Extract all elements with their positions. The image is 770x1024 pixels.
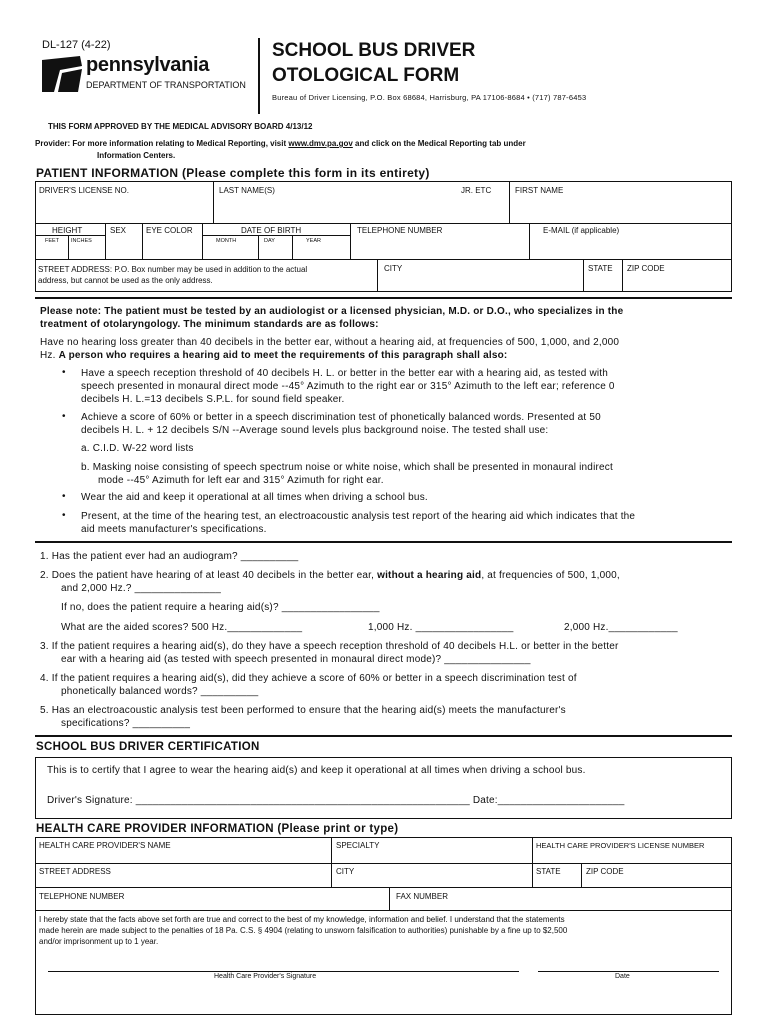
bullet-icon: • — [62, 491, 66, 502]
standards-intro-2: Hz. A person who requires a hearing aid to meet the requirements of this paragraph shall also: — [40, 350, 508, 361]
drivers-license-label: DRIVER'S LICENSE NO. — [39, 186, 129, 195]
bullet-4: Present, at the time of the hearing test, an electroacoustic analysis test report of the hearing aid which indicates that the aid meets manufacturer's specifications. — [81, 511, 636, 535]
provider-info-heading: HEALTH CARE PROVIDER INFORMATION (Please print or type) — [36, 823, 399, 835]
last-name-label: LAST NAME(S) — [219, 186, 275, 195]
dmv-link[interactable]: www.dmv.pa.gov — [288, 139, 353, 148]
section-rule — [35, 297, 732, 299]
question-1: 1. Has the patient ever had an audiogram? __________ — [40, 551, 299, 562]
zip-code-label: ZIP CODE — [627, 264, 665, 273]
drivers-license-field[interactable] — [36, 196, 213, 222]
day-label: DAY — [264, 238, 275, 244]
street-address-label: STREET ADDRESS: P.O. Box number may be used in addition to the actual address, but cannot be used as the only address. — [38, 265, 308, 285]
bullet-2: Achieve a score of 60% or better in a speech discrimination test of phonetically balanced words. Presented at 50 decibels H. L. + 12 decibels S/N --Average sound levels plus background noise. The tested shall use: — [81, 412, 601, 436]
month-label: MONTH — [216, 238, 237, 244]
attestation-text: I hereby state that the facts above set forth are true and correct to the best of my knowledge, information and belief. I understand that the statements made herein are made subject to the penalties of 18 Pa. C.S. § 4904 (relating to unsworn falsification to authorities) punishable by a fine up to $2,500 and/or imprisonment up to 1 year. — [39, 915, 568, 946]
provider-telephone-label: TELEPHONE NUMBER — [39, 892, 125, 901]
certification-box — [35, 757, 732, 819]
feet-label: FEET — [45, 238, 60, 244]
bullet-icon: • — [62, 367, 66, 378]
telephone-label: TELEPHONE NUMBER — [357, 226, 443, 235]
section-rule — [35, 735, 732, 737]
bullet-icon: • — [62, 510, 66, 521]
first-name-label: FIRST NAME — [515, 186, 564, 195]
section-rule — [35, 541, 732, 543]
eye-color-label: EYE COLOR — [146, 226, 193, 235]
sub-item-b: b. Masking noise consisting of speech spectrum noise or white noise, which shall be presented in monaural indirect mode --45° Azimuth for left ear and 315° Azimuth for right ear. — [81, 462, 613, 486]
specialty-label: SPECIALTY — [336, 841, 380, 850]
provider-zip-label: ZIP CODE — [586, 867, 624, 876]
date-of-birth-label: DATE OF BIRTH — [241, 226, 302, 235]
question-2-aided-2000: 2,000 Hz.____________ — [564, 622, 678, 633]
provider-fax-label: FAX NUMBER — [396, 892, 449, 901]
state-label: STATE — [588, 264, 613, 273]
provider-city-label: CITY — [336, 867, 355, 876]
patient-info-grid — [35, 181, 732, 292]
bullet-3: Wear the aid and keep it operational at all times when driving a school bus. — [81, 492, 428, 503]
logo-wordmark: pennsylvania — [86, 54, 210, 76]
question-2-aided-500: What are the aided scores? 500 Hz._____________ — [61, 622, 303, 633]
inches-label: INCHES — [71, 238, 92, 244]
last-name-field[interactable] — [214, 196, 454, 222]
city-label: CITY — [384, 264, 403, 273]
form-id: DL-127 (4-22) — [42, 39, 111, 51]
header-divider — [258, 38, 260, 114]
question-3: 3. If the patient requires a hearing aid(s), do they have a speech reception threshold of 40 decibels H.L. or better in the better ear with a hearing aid (as tested with speech presented in monaural direct mode)? _______________ — [40, 641, 619, 665]
driver-signature-line[interactable]: Driver's Signature: __________________________________________________________ Date:______________________ — [47, 795, 625, 806]
question-2: 2. Does the patient have hearing of at least 40 decibels in the better ear, without a hearing aid, at frequencies of 500, 1,000, and 2,000 Hz.? _______________ — [40, 570, 620, 594]
provider-note: Provider: For more information relating to Medical Reporting, visit www.dmv.pa.gov and click on the Medical Reporting tab under Information Centers. — [35, 139, 526, 160]
provider-info-grid — [35, 837, 732, 1015]
bullet-icon: • — [62, 411, 66, 422]
certification-heading: SCHOOL BUS DRIVER CERTIFICATION — [36, 741, 260, 753]
provider-date-line[interactable] — [538, 971, 719, 972]
certification-statement: This is to certify that I agree to wear the hearing aid(s) and keep it operational at all times when driving a school bus. — [47, 765, 586, 776]
license-number-label: HEALTH CARE PROVIDER'S LICENSE NUMBER — [536, 841, 705, 850]
keystone-logo-icon — [40, 54, 84, 94]
question-2-aided-1000: 1,000 Hz. _________________ — [368, 622, 514, 633]
bullet-1: Have a speech reception threshold of 40 decibels H. L. or better in the better ear with a hearing aid, as tested with speech presented in monaural direct mode --45° Azimuth to the right ear or 315° Azimuth to the left ear; reference 0 decibels H. L.=13 decibels S.P.L. for sound field speaker. — [81, 368, 615, 405]
provider-street-label: STREET ADDRESS — [39, 867, 111, 876]
provider-date-label: Date — [615, 973, 630, 980]
notice-line-2: treatment of otolaryngology. The minimum standards are as follows: — [40, 319, 379, 330]
form-title — [272, 38, 475, 88]
title-line-1: SCHOOL BUS DRIVER — [272, 40, 476, 61]
approval-note: THIS FORM APPROVED BY THE MEDICAL ADVISORY BOARD 4/13/12 — [48, 122, 313, 131]
title-line-2: OTOLOGICAL FORM — [272, 65, 460, 86]
jr-etc-label: JR. ETC — [461, 186, 492, 195]
logo-department: DEPARTMENT OF TRANSPORTATION — [86, 80, 246, 90]
question-5: 5. Has an electroacoustic analysis test been performed to ensure that the hearing aid(s) meets the manufacturer's specifications? __________ — [40, 705, 566, 729]
sex-label: SEX — [110, 226, 127, 235]
height-label: HEIGHT — [52, 226, 83, 235]
email-label: E-MAIL (if applicable) — [543, 226, 620, 235]
provider-name-label: HEALTH CARE PROVIDER'S NAME — [39, 841, 171, 850]
provider-signature-label: Health Care Provider's Signature — [214, 973, 317, 980]
penndot-logo — [40, 54, 260, 94]
year-label: YEAR — [306, 238, 321, 244]
question-4: 4. If the patient requires a hearing aid(s), did they achieve a score of 60% or better in a speech discrimination test of phonetically balanced words? __________ — [40, 673, 577, 697]
first-name-field[interactable] — [510, 196, 730, 222]
provider-signature-line[interactable] — [48, 971, 519, 972]
sub-item-a: a. C.I.D. W-22 word lists — [81, 443, 194, 454]
provider-state-label: STATE — [536, 867, 561, 876]
notice-line-1: Please note: The patient must be tested by an audiologist or a licensed physician, M.D. or D.O., who specializes in the — [40, 306, 624, 317]
patient-info-heading: PATIENT INFORMATION (Please complete this form in its entirety) — [36, 166, 430, 180]
standards-intro-1: Have no hearing loss greater than 40 decibels in the better ear, without a hearing aid, at frequencies of 500, 1,000, and 2,000 — [40, 337, 620, 348]
question-2-if-no: If no, does the patient require a hearing aid(s)? _________________ — [61, 602, 380, 613]
bureau-address: Bureau of Driver Licensing, P.O. Box 68684, Harrisburg, PA 17106-8684 • (717) 787-6453 — [272, 93, 587, 102]
